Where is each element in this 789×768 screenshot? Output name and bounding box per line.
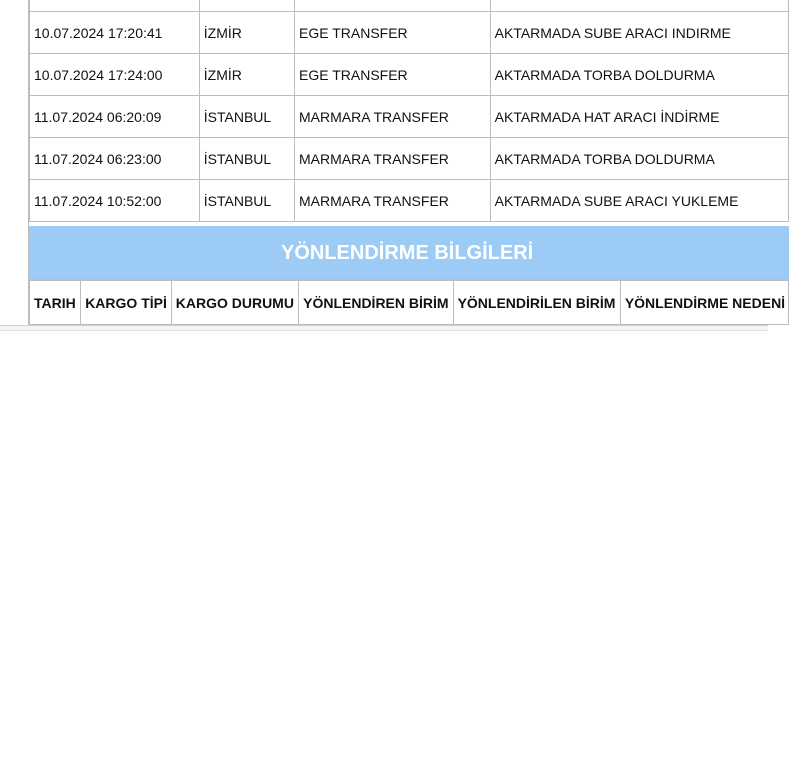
movement-action: AKTARMADA TORBA DOLDURMA xyxy=(490,138,788,180)
movement-date: 10.07.2024 17:20:41 xyxy=(30,12,200,54)
routing-info-table xyxy=(29,280,789,325)
movement-date: 11.07.2024 10:52:00 xyxy=(30,180,200,222)
movement-action: AKTARMADA SUBE ARACI YUKLEME xyxy=(490,180,788,222)
left-frame-border xyxy=(0,0,29,328)
movement-action: AKTARMADA TORBA DOLDURMA xyxy=(490,54,788,96)
column-header-date: TARIH xyxy=(30,281,81,325)
table-cell xyxy=(199,0,294,12)
table-cell xyxy=(295,0,491,12)
movement-unit: EGE TRANSFER xyxy=(295,12,491,54)
movement-date: 11.07.2024 06:20:09 xyxy=(30,96,200,138)
table-row xyxy=(30,12,789,54)
routing-header-row xyxy=(30,281,789,325)
movement-unit: MARMARA TRANSFER xyxy=(295,96,491,138)
movement-unit: EGE TRANSFER xyxy=(295,54,491,96)
column-header-routed-unit: YÖNLENDİRİLEN BİRİM xyxy=(453,281,620,325)
table-row xyxy=(30,180,789,222)
table-row xyxy=(30,96,789,138)
column-header-cargo-status: KARGO DURUMU xyxy=(171,281,298,325)
routing-section-title: YÖNLENDİRME BİLGİLERİ xyxy=(29,226,789,280)
cargo-movements-table xyxy=(29,0,789,222)
column-header-routing-unit: YÖNLENDİREN BİRİM xyxy=(299,281,453,325)
movement-unit: MARMARA TRANSFER xyxy=(295,180,491,222)
table-row xyxy=(30,54,789,96)
bottom-frame-border xyxy=(0,325,768,331)
movement-city: İSTANBUL xyxy=(199,138,294,180)
movement-date: 11.07.2024 06:23:00 xyxy=(30,138,200,180)
movement-city: İZMİR xyxy=(199,54,294,96)
column-header-routing-reason: YÖNLENDİRME NEDENİ xyxy=(620,281,788,325)
movement-city: İZMİR xyxy=(199,12,294,54)
movement-city: İSTANBUL xyxy=(199,96,294,138)
tracking-content xyxy=(29,0,789,326)
table-row-partial xyxy=(30,0,789,12)
table-cell xyxy=(490,0,788,12)
movement-date: 10.07.2024 17:24:00 xyxy=(30,54,200,96)
movement-city: İSTANBUL xyxy=(199,180,294,222)
table-row xyxy=(30,138,789,180)
movement-unit: MARMARA TRANSFER xyxy=(295,138,491,180)
movement-action: AKTARMADA HAT ARACI İNDİRME xyxy=(490,96,788,138)
column-header-cargo-type: KARGO TİPİ xyxy=(81,281,172,325)
table-cell xyxy=(30,0,200,12)
movement-action: AKTARMADA SUBE ARACI INDIRME xyxy=(490,12,788,54)
